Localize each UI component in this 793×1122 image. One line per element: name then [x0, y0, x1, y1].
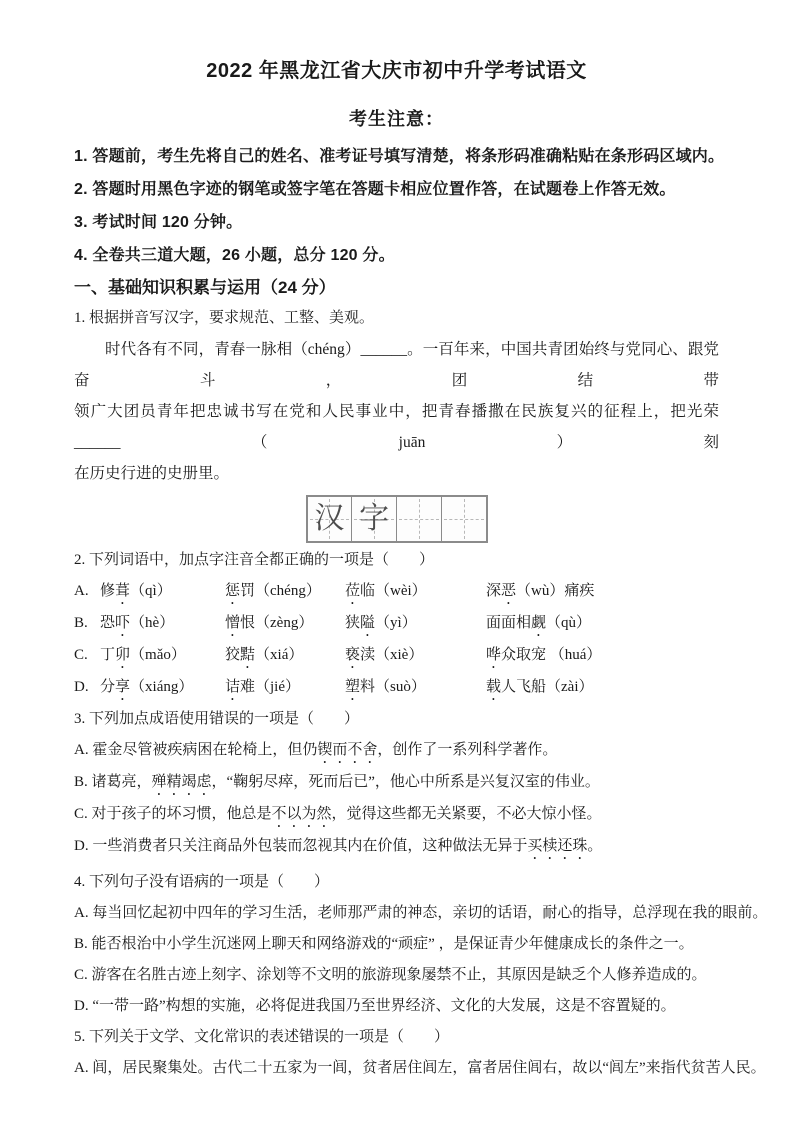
word-group: 修葺（qì） — [100, 583, 172, 599]
page-title: 2022 年黑龙江省大庆市初中升学考试语文 — [206, 60, 587, 82]
word-group: 恐吓（hè） — [100, 615, 175, 631]
grid-char-2: 字 — [359, 502, 390, 535]
question-5 — [74, 1022, 766, 1084]
word-group: 狭隘（yì） — [345, 615, 417, 631]
option-label: C. — [74, 647, 88, 663]
word-group: 分享（xiáng） — [100, 679, 194, 695]
notice-item-3: 3. 考试时间 120 分钟。 — [74, 214, 243, 231]
question-2-stem: 2. 下列词语中，加点字注音全都正确的一项是（ ） — [74, 552, 435, 568]
question-3-option-b: B. 诸葛亮，殚精竭虑，“鞠躬尽瘁，死而后已”，他心中所系是兴复汉室的伟业。 — [74, 774, 600, 790]
word-group: 莅临（wèi） — [345, 583, 427, 599]
question-2-option-b — [74, 608, 719, 640]
word-group: 憎恨（zèng） — [225, 615, 314, 631]
notice-item-1: 1. 答题前，考生先将自己的姓名、准考证号填写清楚，将条形码准确粘贴在条形码区域内。 — [74, 148, 725, 165]
notice-heading: 考生注意： — [349, 109, 444, 129]
question-5-option-a: A. 闾，居民聚集处。古代二十五家为一闾，贫者居住闾左，富者居住闾右，故以“闾左”来指代贫苦人民。 — [74, 1060, 766, 1076]
question-4-option-a: A. 每当回忆起初中四年的学习生活，老师那严肃的神态，亲切的话语，耐心的指导，总浮现在我的眼前。 — [74, 905, 768, 921]
grid-cell-1 — [308, 497, 353, 541]
question-3 — [74, 704, 719, 863]
question-1-passage-line-1: 时代各有不同，青春一脉相（chéng）______。一百年来，中国共青团始终与党同心、跟党奋斗，团结带 — [74, 341, 719, 389]
question-4-option-b: B. 能否根治中小学生沉迷网上聊天和网络游戏的“顽症” ，是保证青少年健康成长的条件之一。 — [74, 936, 694, 952]
grid-cell-2 — [352, 497, 397, 541]
question-4 — [74, 867, 768, 1022]
question-4-option-c: C. 游客在名胜古迹上刻字、涂划等不文明的旅游现象屡禁不止，其原因是缺乏个人修养造成的。 — [74, 967, 707, 983]
word-group: 载人飞船（zài） — [486, 679, 594, 695]
question-4-stem: 4. 下列句子没有语病的一项是（ ） — [74, 874, 330, 890]
word-group: 惩罚（chéng） — [225, 583, 321, 599]
word-group: 面面相觑（qù） — [486, 615, 592, 631]
question-4-option-d: D. “一带一路”构想的实施，必将促进我国乃至世界经济、文化的大发展，这是不容置疑的。 — [74, 998, 676, 1014]
question-2-option-d — [74, 672, 719, 704]
word-group: 诘难（jié） — [225, 679, 301, 695]
question-3-stem: 3. 下列加点成语使用错误的一项是（ ） — [74, 711, 360, 727]
word-group: 狡黠（xiá） — [225, 647, 304, 663]
question-2 — [74, 545, 719, 704]
grid-char-1: 汉 — [314, 502, 345, 535]
section-heading: 一、基础知识积累与运用（24 分） — [74, 278, 336, 297]
notice-list — [74, 140, 725, 272]
question-2-option-c — [74, 640, 719, 672]
question-3-option-c: C. 对于孩子的坏习惯，他总是不以为然，觉得这些都无关紧要，不必大惊小怪。 — [74, 806, 602, 822]
question-3-option-a: A. 霍金尽管被疾病困在轮椅上，但仍锲而不舍，创作了一系列科学著作。 — [74, 742, 558, 758]
word-group: 亵渎（xiè） — [345, 647, 424, 663]
option-label: B. — [74, 615, 88, 631]
word-group: 深恶（wù）痛疾 — [486, 583, 595, 599]
writing-grid — [306, 495, 488, 543]
question-2-option-a — [74, 576, 719, 608]
question-1-passage-line-3: 在历史行进的史册里。 — [74, 465, 230, 482]
question-1 — [74, 303, 719, 543]
word-group: 丁卯（mǎo） — [100, 647, 186, 663]
notice-item-4: 4. 全卷共三道大题，26 小题，总分 120 分。 — [74, 247, 395, 264]
option-label: D. — [74, 679, 89, 695]
grid-cell-4 — [442, 497, 486, 541]
word-group: 哗众取宠 （huá） — [486, 647, 602, 663]
question-1-stem: 1. 根据拼音写汉字，要求规范、工整、美观。 — [74, 310, 375, 326]
option-label: A. — [74, 583, 89, 599]
grid-cell-3 — [397, 497, 442, 541]
notice-item-2: 2. 答题时用黑色字迹的钢笔或签字笔在答题卡相应位置作答，在试题卷上作答无效。 — [74, 181, 676, 198]
word-group: 塑料（suò） — [345, 679, 426, 695]
question-1-passage-line-2: 领广大团员青年把忠诚书写在党和人民事业中，把青春播撒在民族复兴的征程上，把光荣______（juān）刻 — [74, 403, 719, 451]
question-3-option-d: D. 一些消费者只关注商品外包装而忽视其内在价值，这种做法无异于买椟还珠。 — [74, 838, 603, 854]
question-5-stem: 5. 下列关于文学、文化常识的表述错误的一项是（ ） — [74, 1029, 450, 1045]
